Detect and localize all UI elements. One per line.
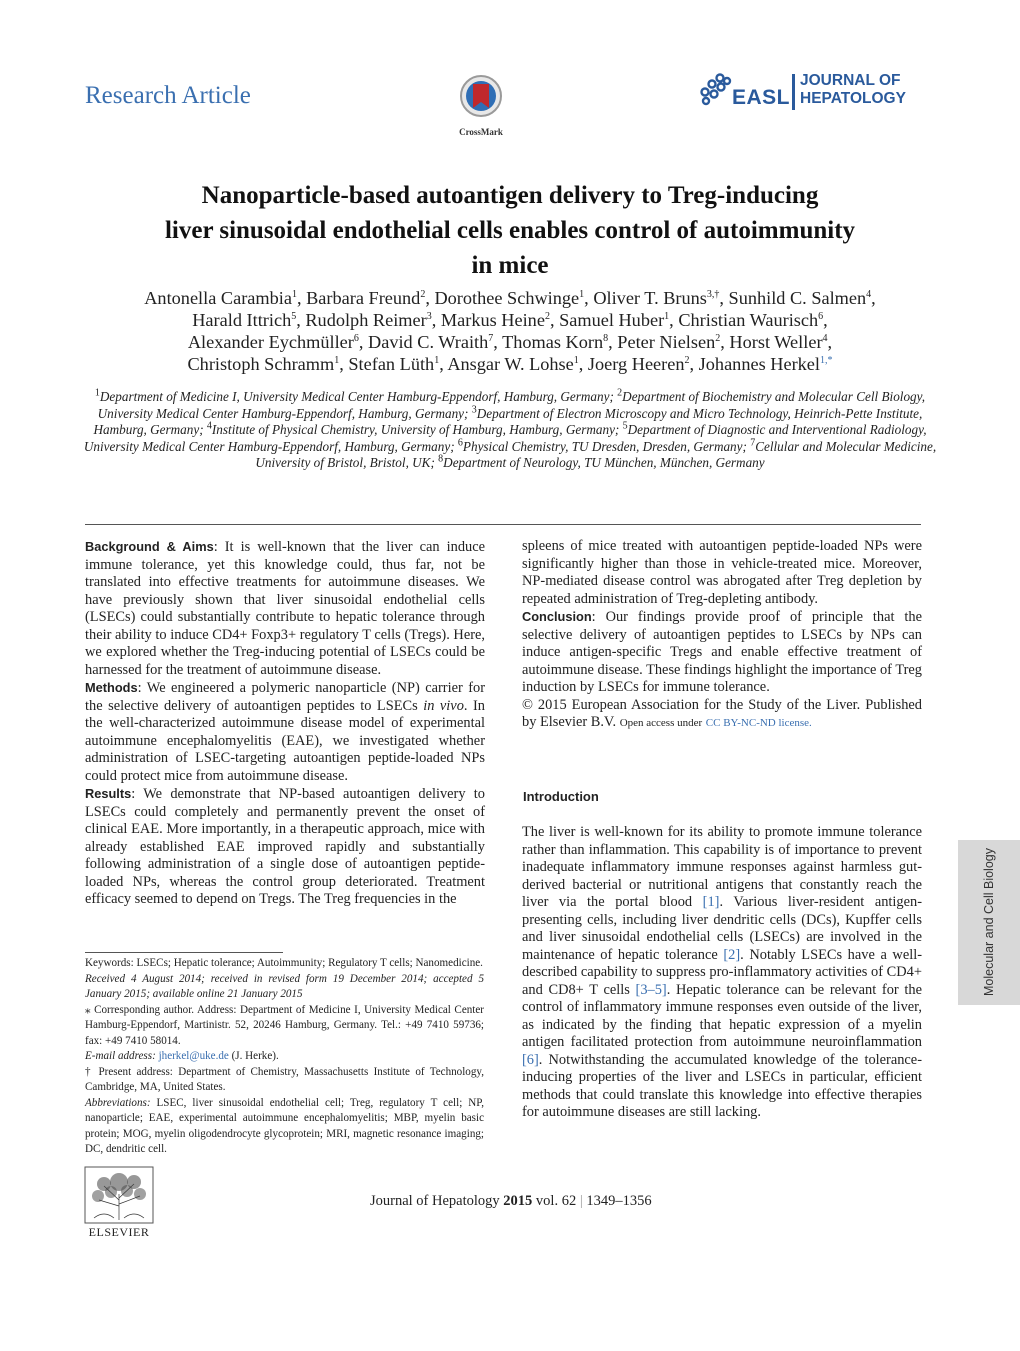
author-affiliation-marker: 4 bbox=[822, 332, 828, 344]
affiliation-text: Department of Neurology, TU München, München, Germany bbox=[443, 455, 765, 471]
author-affiliation-marker: 1 bbox=[579, 288, 585, 300]
article-title bbox=[70, 178, 950, 283]
crossmark-icon bbox=[459, 74, 503, 124]
author-name: Markus Heine bbox=[440, 310, 545, 330]
author-affiliation-marker: 2 bbox=[684, 354, 690, 366]
abstract-conclusion bbox=[522, 608, 922, 697]
affiliation-marker: 8 bbox=[438, 453, 444, 465]
intro-text-2: . Various liver-resident antigen-presenting cells, including liver dendritic cells (DCs), Kupffer cells and liver sinusoidal endothelial cells (LSECs) are involved in the maintenance of hepatic tolerance bbox=[522, 894, 922, 963]
affiliation-list bbox=[80, 389, 940, 472]
journal-logo bbox=[700, 70, 930, 114]
author-name: Ansgar W. Lohse bbox=[447, 354, 574, 374]
affiliation-text: Cellular and Molecular Medicine, University of Bristol, Bristol, UK; bbox=[255, 438, 937, 471]
introduction-heading: Introduction bbox=[523, 789, 599, 804]
results-label: Results bbox=[85, 786, 132, 801]
author-affiliation-marker: 2 bbox=[544, 310, 550, 322]
reference-link[interactable]: [6] bbox=[522, 1051, 539, 1068]
results-text-part2: spleens of mice treated with autoantigen peptide-loaded NPs were significantly higher than those in vehicle-treated mice. Moreover, NP-mediated disease control was abrogated after Treg depletion by repeated administration of Treg-depleting antibody. bbox=[522, 538, 922, 607]
results-text-part1: : We demonstrate that NP-based autoantigen delivery to LSECs could completely and permanently prevent the onset of clinical EAE. More importantly, in a therapeutic approach, mice with already established EAE improved rapidly and substantially following administration of a single dose of autoantigen peptide-loaded NPs, whereas the control group deteriorated. Treatment efficacy seemed to depend on Tregs. The Treg frequencies in the bbox=[85, 786, 485, 907]
background-text: : It is well-known that the liver can induce immune tolerance, yet this knowledge could, thus far, not be translated into effective treatments for autoimmune diseases. We have previously shown that liver sinusoidal endothelial cells (LSECs) could substantially contribute to hepatic tolerance through their ability to induce CD4+ Foxp3+ regulatory T cells (Tregs). Here, we explored whether the Treg-inducing potential of LSECs could be harnessed for the treatment of autoimmune disease. bbox=[85, 539, 486, 678]
affiliation-text: Department of Medicine I, University Medical Center Hamburg-Eppendorf, Hamburg, Germany; bbox=[99, 389, 618, 404]
author-name: Thomas Korn bbox=[502, 332, 604, 352]
author-list: Antonella Carambia$^1$, Barbara Freund$^2$, Dorothee Schwinge$^1$, Oliver T. Bruns$^{3,\dagger}$, Sunhild C. Salmen$^4$, Harald Ittrich$^5$, Rudolph Reimer$^3$, Markus Heine$^2$, Samuel Huber$^1$, Christian Waurisch$^6$, Alexander Eychmüller$^6$, David C. Wraith$^7$, Thomas Korn$^8$, Peter Nielsen$^2$, Horst Weller$^4$, Christoph Schramm$^1$, Stefan Lüth$^1$, Ansgar W. Lohse$^1$, Joerg Heeren$^2$, Johannes Herkel$^{1,*}$ bbox=[144, 288, 876, 374]
author-name: Harald Ittrich bbox=[192, 310, 292, 330]
email-line bbox=[85, 1049, 484, 1065]
author-name: Christian Waurisch bbox=[678, 310, 819, 330]
intro-text-4: . Hepatic tolerance can be relevant for the control of inflammatory immune responses even outside of the liver, as indicated by the finding that hepatic expression of a myelin antigen facilitated protection from autoimmune neuroinflammation bbox=[522, 981, 922, 1050]
affiliation-text: Department of Diagnostic and Interventional Radiology, University Medical Center Hamburg-Eppendorf, Hamburg, Germany; bbox=[83, 422, 927, 454]
author-affiliation-marker: 6 bbox=[353, 332, 359, 344]
affiliation-marker: 1 bbox=[94, 387, 100, 399]
title-line-2: liver sinusoidal endothelial cells enables control of autoimmunity bbox=[164, 217, 856, 244]
footnotes bbox=[85, 956, 484, 1158]
crossmark-label: CrossMark bbox=[459, 127, 503, 137]
affiliation-marker: 5 bbox=[622, 420, 628, 432]
author-name: Alexander Eychmüller bbox=[187, 332, 354, 352]
author-affiliation-marker: 2 bbox=[420, 288, 426, 300]
author-name: David C. Wraith bbox=[368, 332, 489, 352]
author-name: Samuel Huber bbox=[559, 310, 665, 330]
author-name: Peter Nielsen bbox=[617, 332, 716, 352]
section-side-tab bbox=[958, 840, 1020, 1005]
section-side-label: Molecular and Cell Biology bbox=[982, 848, 996, 996]
affiliation-text: Department of Electron Microscopy and Micro Technology, Heinrich-Pette Institute, Hamburg, Germany; bbox=[93, 405, 923, 438]
footer-volume: vol. 62 bbox=[532, 1193, 577, 1209]
reference-link[interactable]: [3–5] bbox=[635, 981, 667, 998]
journal-logo-divider bbox=[792, 74, 795, 110]
copyright-text: © 2015 European Association for the Study of the Liver. Published by Elsevier B.V. bbox=[522, 696, 922, 730]
author-name: Joerg Heeren bbox=[587, 354, 685, 374]
author-affiliation-marker: 4 bbox=[866, 288, 872, 300]
author-name: Horst Weller bbox=[729, 332, 823, 352]
article-type-label: Research Article bbox=[85, 82, 251, 109]
author-affiliation-marker: 5 bbox=[291, 310, 297, 322]
author-affiliation-marker: 1 bbox=[664, 310, 670, 322]
publisher-name: ELSEVIER bbox=[88, 1225, 150, 1239]
reference-link[interactable]: [1] bbox=[702, 894, 720, 910]
easl-dots-icon bbox=[700, 72, 732, 108]
author-affiliation-marker: 3,† bbox=[706, 288, 720, 300]
journal-name-line1: JOURNAL OF bbox=[800, 72, 901, 89]
footnote-divider bbox=[85, 952, 283, 953]
abstract-methods bbox=[85, 679, 485, 785]
abbreviations-label: Abbreviations: bbox=[85, 1096, 151, 1109]
abstract-right-column bbox=[522, 538, 922, 733]
easl-label: EASL bbox=[732, 86, 791, 109]
author-affiliation-marker: 3 bbox=[426, 310, 432, 322]
methods-in-vivo: in vivo bbox=[423, 697, 464, 714]
abstract-results-continued bbox=[522, 538, 922, 608]
license-link[interactable]: CC BY-NC-ND license. bbox=[705, 717, 812, 729]
crossmark-badge[interactable] bbox=[450, 74, 512, 137]
affiliation-text: Physical Chemistry, TU Dresden, Dresden, Germany; bbox=[462, 438, 751, 454]
abstract-left-column bbox=[85, 538, 485, 909]
email-suffix: (J. Herke). bbox=[228, 1050, 279, 1062]
affiliation-marker: 3 bbox=[471, 404, 477, 416]
affiliation-marker: 6 bbox=[457, 437, 463, 449]
footer-journal-name: Journal of Hepatology bbox=[370, 1193, 504, 1209]
author-name: Christoph Schramm bbox=[187, 354, 335, 374]
corresponding-author: ⁎ Corresponding author. Address: Department of Medicine I, University Medical Center Hamburg-Eppendorf, Martinistr. 52, 20246 Hamburg, Germany. Tel.: +49 7410 59736; fax: +49 7410 58014. bbox=[85, 1003, 484, 1047]
author-affiliation-marker: 1 bbox=[334, 354, 340, 366]
author-name: Dorothee Schwinge bbox=[434, 288, 580, 308]
author-name: Antonella Carambia bbox=[144, 288, 292, 308]
affiliation-text: Institute of Physical Chemistry, University of Hamburg, Hamburg, Germany; bbox=[211, 422, 623, 438]
elsevier-tree-icon bbox=[84, 1166, 154, 1224]
author-name: Stefan Lüth bbox=[348, 354, 435, 374]
author-affiliation-marker: 6 bbox=[818, 310, 824, 322]
author-name: Johannes Herkel bbox=[698, 354, 820, 374]
intro-text-5: . Notwithstanding the accumulated knowledge of the tolerance-inducing properties of the liver and LSECs in particular, efficient methods that could translate this knowledge into effective therapies for autoimmune diseases are still lacking. bbox=[522, 1051, 922, 1120]
author-affiliation-marker: 7 bbox=[488, 332, 494, 344]
title-line-3: in mice bbox=[471, 252, 549, 279]
present-address: † Present address: Department of Chemistry, Massachusetts Institute of Technology, Cambridge, MA, United States. bbox=[85, 1065, 484, 1093]
abstract-copyright bbox=[522, 697, 922, 733]
author-affiliation-marker: 1,* bbox=[820, 354, 833, 366]
author-affiliation-marker: 8 bbox=[603, 332, 609, 344]
author-affiliation-marker: 2 bbox=[715, 332, 721, 344]
methods-text-b: . In the well-characterized autoimmune disease model of experimental autoimmune encephalomyelitis (EAE), we investigated whether administration of LSEC-targeting autoantigen peptide-loaded NPs could protect mice from autoimmune disease. bbox=[85, 697, 486, 784]
keywords: Keywords: LSECs; Hepatic tolerance; Autoimmunity; Regulatory T cells; Nanomedicine. bbox=[85, 957, 483, 969]
methods-label: Methods bbox=[85, 680, 138, 695]
footer-year: 2015 bbox=[503, 1193, 533, 1209]
received-dates: Received 4 August 2014; received in revised form 19 December 2014; accepted 5 January 2015; available online 21 January 2015 bbox=[85, 972, 484, 1000]
journal-name bbox=[800, 72, 906, 108]
background-label: Background & Aims bbox=[85, 539, 214, 554]
intro-text-3: . Notably LSECs have a well-described capability to suppress pro-inflammatory activities of CD4+ and CD8+ T cells bbox=[522, 946, 922, 998]
conclusion-text: : Our findings provide proof of principle that the selective delivery of autoantigen peptides to LSECs by NPs can induce antigen-specific Tregs and enable effective treatment of autoimmune disease. These findings highlight the importance of Treg induction by LSECs for immune tolerance. bbox=[522, 609, 922, 695]
author-name: Barbara Freund bbox=[306, 288, 421, 308]
abbreviations-text: LSEC, liver sinusoidal endothelial cell; Treg, regulatory T cell; NP, nanoparticle; EAE, experimental autoimmune encephalomyelitis; MBP, myelin basic protein; MOG, myelin oligodendrocyte glycoprotein; MRI, magnetic resonance imaging; DC, dendritic cell. bbox=[85, 1096, 484, 1155]
affiliation-text: Department of Biochemistry and Molecular Cell Biology, University Medical Center Hamburg-Eppendorf, Hamburg, Germany; bbox=[97, 389, 926, 421]
introduction-body bbox=[522, 824, 922, 1122]
header-divider bbox=[85, 524, 921, 525]
author-name: Oliver T. Bruns bbox=[593, 288, 707, 308]
footer-pages: 1349–1356 bbox=[586, 1193, 652, 1209]
conclusion-label: Conclusion bbox=[522, 609, 592, 624]
affiliation-marker: 2 bbox=[617, 387, 623, 399]
journal-name-line2: HEPATOLOGY bbox=[800, 90, 906, 107]
methods-text-a: : We engineered a polymeric nanoparticle (NP) carrier for the selective delivery of autoantigen peptides to LSECs bbox=[85, 680, 485, 714]
abstract-results bbox=[85, 785, 485, 909]
author-name: Sunhild C. Salmen bbox=[728, 288, 867, 308]
open-access-text: Open access under bbox=[619, 717, 703, 729]
affiliation-marker: 4 bbox=[206, 420, 212, 432]
author-name: Rudolph Reimer bbox=[305, 310, 427, 330]
abbreviations bbox=[85, 1096, 484, 1158]
elsevier-tree-logo bbox=[84, 1166, 154, 1224]
affiliation-marker: 7 bbox=[750, 437, 756, 449]
reference-link[interactable]: [2] bbox=[723, 946, 741, 963]
title-line-1: Nanoparticle-based autoantigen delivery to Treg-inducing bbox=[201, 182, 819, 209]
abstract-background bbox=[85, 538, 485, 679]
author-affiliation-marker: 1 bbox=[434, 354, 440, 366]
author-affiliation-marker: 1 bbox=[291, 288, 297, 300]
email-label: E-mail address: bbox=[85, 1050, 156, 1062]
author-affiliation-marker: 1 bbox=[573, 354, 579, 366]
intro-text-1: The liver is well-known for its ability to promote immune tolerance rather than inflammation. This capability is of importance to prevent inadequate inflammatory immune responses against harmless gut-derived bacterial or nutritional antigens that constantly reach the liver via the portal blood bbox=[522, 824, 922, 910]
email-link[interactable]: jherkel@uke.de bbox=[158, 1050, 229, 1062]
footer-citation: Journal of Hepatology 2015 vol. 62 | 1349–1356 bbox=[370, 1193, 652, 1209]
